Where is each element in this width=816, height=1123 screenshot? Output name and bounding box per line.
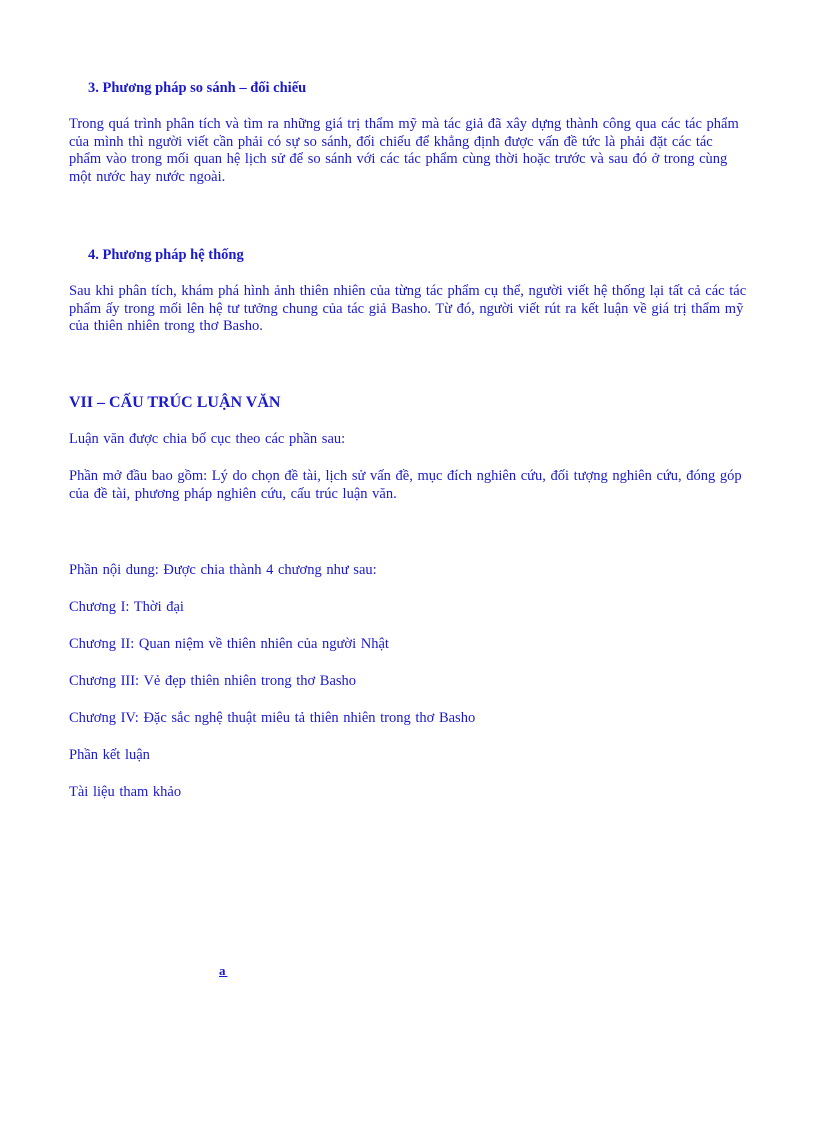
chapter-4: Chương IV: Đặc sắc nghệ thuật miêu tả thiên nhiên trong thơ Basho <box>69 710 476 726</box>
section-7-intro: Luận văn được chia bố cục theo các phần sau: <box>69 431 346 447</box>
section-4-heading: 4. Phương pháp hệ thống <box>88 247 244 263</box>
part-opening: Phần mở đầu bao gồm: Lý do chọn đề tài, lịch sử vấn đề, mục đích nghiên cứu, đối tượng nghiên cứu, đóng góp của đề tài, phương pháp nghiên cứu, cấu trúc luận văn. <box>69 468 742 502</box>
chapter-3: Chương III: Vẻ đẹp thiên nhiên trong thơ Basho <box>69 673 357 689</box>
chapter-1: Chương I: Thời đại <box>69 599 184 615</box>
footer-mark: a <box>219 963 228 978</box>
part-content: Phần nội dung: Được chia thành 4 chương như sau: <box>69 562 377 578</box>
section-4-body: Sau khi phân tích, khám phá hình ảnh thiên nhiên của từng tác phẩm cụ thể, người viết hệ thống lại tất cả các tác phẩm ấy trong mối lên hệ tư tưởng chung của tác giả Basho. Từ đó, người viết rút ra kết luận về giá trị thẩm mỹ của thiên nhiên trong thơ Basho. <box>69 283 747 334</box>
section-3-body: Trong quá trình phân tích và tìm ra những giá trị thẩm mỹ mà tác giả đã xây dựng thành công qua các tác phẩm của mình thì người viết cần phải có sự so sánh, đối chiếu để khẳng định được vấn đề tức là phải đặt các tác phẩm vào trong mối quan hệ lịch sử để so sánh với các tác phẩm cùng thời hoặc trước và sau đó ở trong cùng một nước hay nước ngoài. <box>69 116 739 185</box>
part-conclusion: Phần kết luận <box>69 747 150 763</box>
chapter-2: Chương II: Quan niệm về thiên nhiên của người Nhật <box>69 636 389 652</box>
section-7-title: VII – CẤU TRÚC LUẬN VĂN <box>69 394 281 411</box>
section-3-heading: 3. Phương pháp so sánh – đối chiếu <box>88 80 307 96</box>
references: Tài liệu tham khảo <box>69 784 182 800</box>
